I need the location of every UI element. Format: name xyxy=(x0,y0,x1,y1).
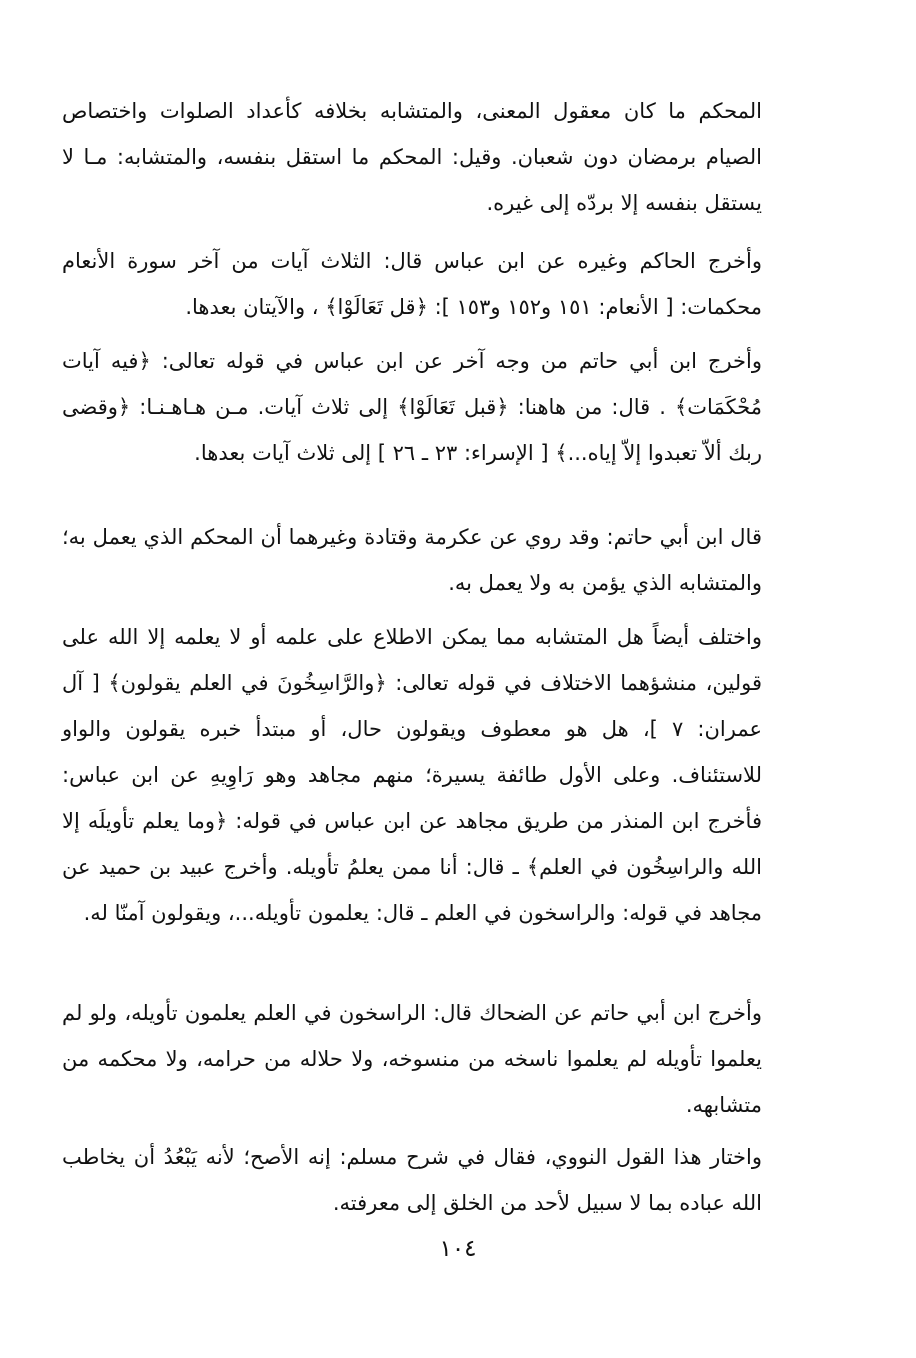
paragraph-dahhak-report: وأخرج ابن أبي حاتم عن الضحاك قال: الراسخون في العلم يعلمون تأويله، ولو لم يعلموا تأويله لم يعلموا ناسخه من منسوخه، ولا حلاله من حرامه، ولا محكمه من متشابهه. xyxy=(62,1001,762,1117)
paragraph-ibn-abi-hatim-report: وأخرج ابن أبي حاتم من وجه آخر عن ابن عباس في قوله تعالى: ﴿فيه آيات مُحْكَمَات﴾ . قال: من هاهنا: ﴿قبل تَعَالَوْا﴾ إلى ثلاث آيات. مـن هـاهـنـا: ﴿وقضى ربك ألاّ تعبدوا إلاّ إياه...﴾ [ الإسراء: ٢٣ ـ ٢٦ ] إلى ثلاث آيات بعدها. xyxy=(62,349,762,465)
paragraph-nawawi-opinion: واختار هذا القول النووي، فقال في شرح مسلم: إنه الأصح؛ لأنه يَبْعُدُ أن يخاطب الله عباده بما لا سبيل لأحد من الخلق إلى معرفته. xyxy=(62,1145,762,1215)
paragraph-ibn-abi-hatim-saying: قال ابن أبي حاتم: وقد روي عن عكرمة وقتادة وغيرهما أن المحكم الذي يعمل به؛ والمتشابه الذي يؤمن به ولا يعمل به. xyxy=(62,525,762,595)
page-number: ١٠٤ xyxy=(439,1236,477,1262)
paragraph-hakim-report: وأخرج الحاكم وغيره عن ابن عباس قال: الثلاث آيات من آخر سورة الأنعام محكمات: [ الأنعام: ١٥١ و١٥٢ و١٥٣ ]: ﴿قل تَعَالَوْا﴾ ، والآيتان بعدها. xyxy=(62,249,762,319)
paragraph-disagreement: واختلف أيضاً هل المتشابه مما يمكن الاطلاع على علمه أو لا يعلمه إلا الله على قولين، منشؤهما الاختلاف في قوله تعالى: ﴿والرَّاسِخُونَ في العلم يقولون﴾ [ آل عمران: ٧ ]، هل هو معطوف ويقولون حال، أو مبتدأ خبره يقولون والواو للاستئناف. وعلى الأول طائفة يسيرة؛ منهم مجاهد وهو رَاوِيهِ عن ابن عباس: فأخرج ابن المنذر من طريق مجاهد عن ابن عباس في قوله: ﴿وما يعلم تأويلَه إلا الله والراسِخُون في العلم﴾ ـ قال: أنا ممن يعلمُ تأويله. وأخرج عبيد بن حميد عن مجاهد في قوله: والراسخون في العلم ـ قال: يعلمون تأويله...، ويقولون آمنّا له. xyxy=(62,625,762,925)
paragraph-muhkam-definition: المحكم ما كان معقول المعنى، والمتشابه بخلافه كأعداد الصلوات واختصاص الصيام برمضان دون شعبان. وقيل: المحكم ما استقل بنفسه، والمتشابه: مـا لا يستقل بنفسه إلا بردّه إلى غيره. xyxy=(62,99,762,215)
